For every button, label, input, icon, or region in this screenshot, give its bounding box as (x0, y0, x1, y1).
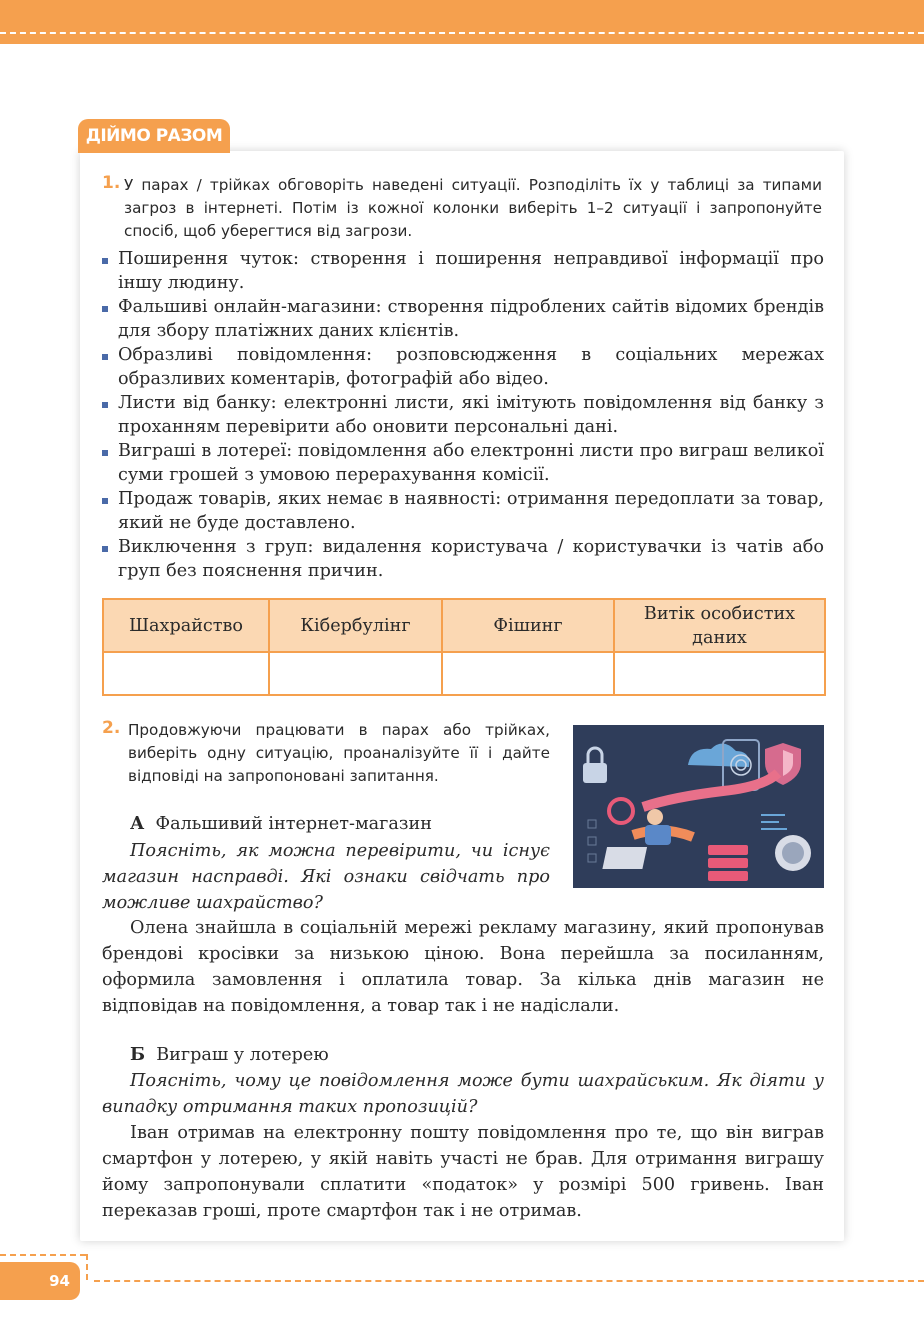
list-item: Поширення чуток: створення і поширення неправдивої інформації про іншу людину. (102, 247, 824, 295)
case-b-letter: Б (130, 1044, 146, 1065)
table-row (103, 652, 825, 695)
case-b-story: Іван отримав на електронну пошту повідомлення про те, що він виграв смартфон у лотерею, у якій навіть участі не брав. Для отримання виграшу йому запропонували сплатити «податок» у розмірі 500 гривень. Іван переказав гроші, проте смартфон так і не отримав. (102, 1123, 824, 1221)
case-a-title: Фальшивий інтернет-магазин (155, 814, 432, 834)
table-cell (103, 652, 269, 695)
task-1-number: 1. (102, 173, 121, 193)
section-label: ДІЙМО РАЗОМ (78, 119, 230, 153)
case-a-letter: А (130, 813, 145, 834)
task-2-number: 2. (102, 718, 121, 738)
list-item: Виграші в лотереї: повідомлення або електронні листи про виграш великої суми грошей з умовою перерахування комісії. (102, 439, 824, 487)
table-cell (269, 652, 442, 695)
case-b-title: Виграш у лотерею (156, 1045, 329, 1065)
case-a-heading (130, 811, 550, 837)
table-header-fraud: Шахрайство (103, 599, 269, 652)
situations-list (102, 247, 824, 583)
case-a-story: Олена знайшла в соціальній мережі рекламу магазину, який пропонував брендові кросівки за низькою ціною. Вона перейшла за посиланням, оформила замовлення і оплатила товар. За кілька днів магазин не відповідав на повідомлення, а товар так і не надіслали. (102, 918, 824, 1016)
case-b-question: Поясніть, чому це повідомлення може бути шахрайським. Як діяти у випадку отримання таких пропозицій? (102, 1071, 824, 1117)
list-item: Фальшиві онлайн-магазини: створення підроблених сайтів відомих брендів для збору платіжних даних клієнтів. (102, 295, 824, 343)
case-a-question: Поясніть, як можна перевірити, чи існує магазин насправді. Які ознаки свідчать про можливе шахрайство? (102, 841, 550, 913)
list-item: Образливі повідомлення: розповсюдження в соціальних мережах образливих коментарів, фотографій або відео. (102, 343, 824, 391)
footer-divider (86, 1254, 88, 1280)
footer-divider (94, 1280, 924, 1282)
footer-divider (0, 1254, 86, 1256)
cybersecurity-illustration (573, 725, 824, 888)
table-cell (614, 652, 825, 695)
list-item: Виключення з груп: видалення користувача / користувачки із чатів або груп без пояснення причин. (102, 535, 824, 583)
threat-types-table (102, 598, 826, 696)
task-2-instructions: Продовжуючи працювати в парах або трійках, виберіть одну ситуацію, проаналізуйте її і дайте відповіді на запропоновані запитання. (128, 721, 550, 785)
table-header-cyberbullying: Кібербулінг (269, 599, 442, 652)
table-header-phishing: Фішинг (442, 599, 614, 652)
list-item: Продаж товарів, яких немає в наявності: отримання передоплати за товар, який не буде доставлено. (102, 487, 824, 535)
table-header-data-leak: Витік особистих даних (614, 599, 825, 652)
table-cell (442, 652, 614, 695)
case-b-heading (130, 1042, 820, 1068)
task-1-instructions: У парах / трійках обговоріть наведені ситуації. Розподіліть їх у таблиці за типами загроз в інтернеті. Потім із кожної колонки виберіть 1–2 ситуації і запропонуйте спосіб, щоб уберегтися від загрози. (124, 176, 822, 240)
page-number: 94 (0, 1262, 80, 1300)
top-banner (0, 0, 924, 44)
list-item: Листи від банку: електронні листи, які імітують повідомлення від банку з проханням перевірити або оновити персональні дані. (102, 391, 824, 439)
